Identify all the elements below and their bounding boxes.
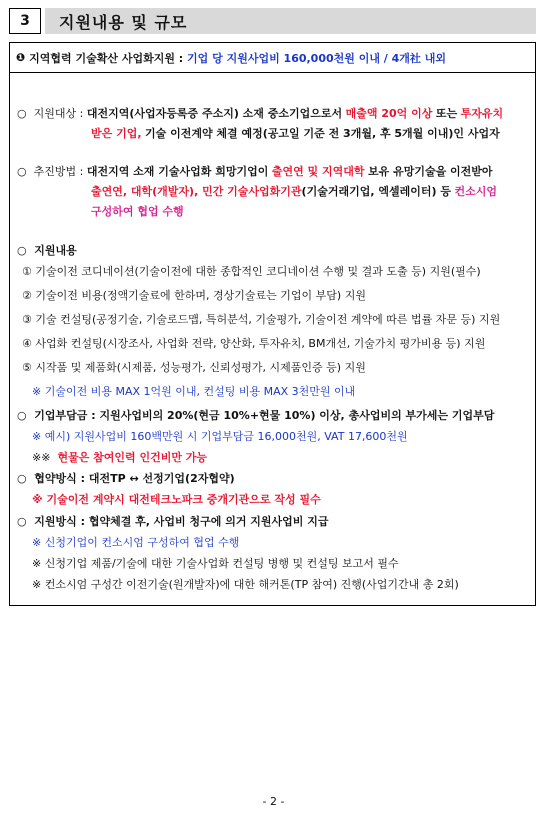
burden-example: ※ 예시) 지원사업비 160백만원 시 기업부담금 16,000천원, VAT 17,600천원 <box>32 430 408 443</box>
content-note: ※ 기술이전 비용 MAX 1억원 이내, 컨설팅 비용 MAX 3천만원 이내 <box>32 385 356 398</box>
item-number: ④ <box>22 337 32 350</box>
method-detail: (기술거래기업, 엑셀레이터) 등 <box>301 185 451 198</box>
target-contract: 기술 이전계약 체결 예정(공고일 기준 전 3개월, 후 5개월 이내)인 사업자 <box>145 127 500 140</box>
method-partners: 출연연 및 지역대학 <box>271 165 365 178</box>
support-text: 지원방식 : 협약체결 후, 사업비 청구에 의거 지원사업비 지급 <box>34 515 329 528</box>
support-banner <box>10 43 535 73</box>
method-collab: 구성하여 협업 수행 <box>91 205 184 218</box>
circle-icon: ○ <box>17 165 27 178</box>
agreement-note: ※ 기술이전 계약시 대전테크노파크 중개기관으로 작성 필수 <box>32 493 321 506</box>
item-text: 기술이전 코디네이션(기술이전에 대한 종합적인 코디네이션 수행 및 결과 도출 등) 지원(필수) <box>35 265 481 278</box>
bullet-icon: ❶ <box>16 51 26 64</box>
target-sales: 매출액 20억 이상 <box>345 107 433 120</box>
target-text: 대전지역(사업자등록증 주소지) 소재 중소기업으로서 <box>86 107 343 120</box>
list-item <box>22 361 366 375</box>
circle-icon: ○ <box>17 409 27 422</box>
content-panel <box>9 42 536 606</box>
method-line-3 <box>91 205 184 219</box>
item-text: 시작품 및 제품화(시제품, 성능평가, 신뢰성평가, 시제품인증 등) 지원 <box>35 361 366 374</box>
note-mark: ※※ <box>32 451 51 464</box>
circle-icon: ○ <box>17 515 27 528</box>
burden-text: 기업부담금 : 지원사업비의 20%(현금 10%+현물 10%) 이상, 총사업비의 부가세는 기업부담 <box>34 409 495 422</box>
item-number: ① <box>22 265 32 278</box>
target-label: 지원대상 : <box>33 107 84 120</box>
list-item <box>22 265 481 279</box>
target-investment: 투자유치 <box>460 107 504 120</box>
method-consortium: 컨소시엄 <box>454 185 497 198</box>
support-note-1: ※ 신청기업이 컨소시엄 구성하여 협업 수행 <box>32 536 240 549</box>
method-institutions: 출연연, 대학(개발자), 민간 기술사업화기관 <box>91 185 302 198</box>
section-header <box>9 8 536 34</box>
banner-label: 지역협력 기술확산 사업화지원 : <box>29 51 184 65</box>
burden-inkind: 현물은 참여인력 인건비만 가능 <box>57 451 208 464</box>
section-title: 지원내용 및 규모 <box>45 8 536 34</box>
item-text: 기술이전 비용(정액기술료에 한하며, 경상기술료는 기업이 부담) 지원 <box>35 289 366 302</box>
burden-note <box>32 451 207 465</box>
circle-icon: ○ <box>17 244 27 257</box>
support-line <box>17 515 329 529</box>
page-number: - 2 - <box>262 795 285 808</box>
method-label: 추진방법 : <box>33 165 84 178</box>
support-note-2: ※ 신청기업 제품/기술에 대한 기술사업화 컨설팅 병행 및 컨설팅 보고서 필수 <box>32 557 399 570</box>
item-text: 기술 컨설팅(공정기술, 기술로드맵, 특허분석, 기술평가, 기술이전 계약에 따른 법률 자문 등) 지원 <box>35 313 501 326</box>
agreement-line <box>17 472 235 486</box>
list-item <box>22 313 500 327</box>
target-line-2 <box>91 127 500 141</box>
method-line-1 <box>17 165 493 179</box>
target-line-1 <box>17 107 503 121</box>
method-text: 대전지역 소재 기술사업화 희망기업이 <box>86 165 269 178</box>
item-number: ③ <box>22 313 32 326</box>
content-label: 지원내용 <box>34 244 77 257</box>
target-or: 또는 <box>435 107 458 120</box>
item-number: ⑤ <box>22 361 32 374</box>
list-item <box>22 337 485 351</box>
list-item <box>22 289 366 303</box>
support-note-3: ※ 컨소시엄 구성간 이전기술(원개발자)에 대한 해커톤(TP 참여) 진행(사업기간내 총 2회) <box>32 578 459 591</box>
section-number: 3 <box>9 8 41 34</box>
target-invested: 받은 기업, <box>91 127 142 140</box>
circle-icon: ○ <box>17 472 27 485</box>
circle-icon: ○ <box>17 107 27 120</box>
item-text: 사업화 컨설팅(시장조사, 사업화 전략, 양산화, 투자유치, BM개선, 기술가치 평가비용 등) 지원 <box>35 337 486 350</box>
banner-value: 기업 당 지원사업비 160,000천원 이내 / 4개社 내외 <box>187 51 447 65</box>
content-heading <box>17 244 77 258</box>
item-number: ② <box>22 289 32 302</box>
burden-line <box>17 409 494 423</box>
method-transfer: 보유 유망기술을 이전받아 <box>368 165 493 178</box>
agreement-text: 협약방식 : 대전TP ↔ 선정기업(2자협약) <box>34 472 235 485</box>
method-line-2 <box>91 185 497 199</box>
